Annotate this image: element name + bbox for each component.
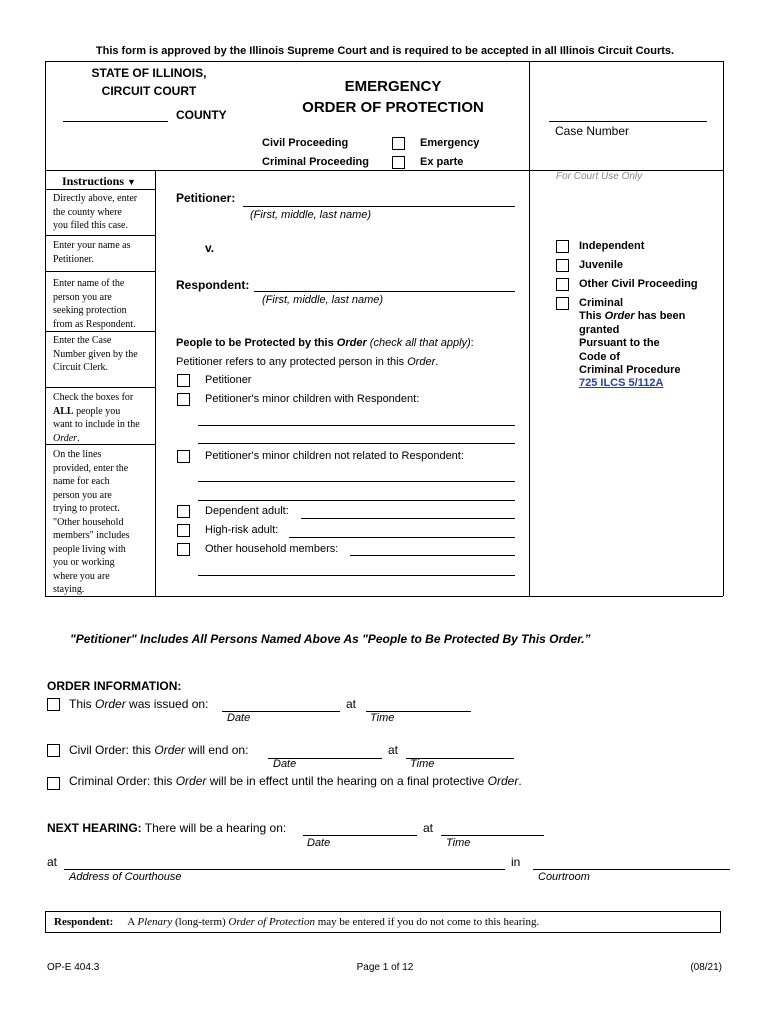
instr-line: the county where (53, 206, 122, 218)
issued-date-hint: Date (227, 712, 251, 724)
protected-heading-a: People to be Protected by this (176, 337, 337, 349)
instr-line: Petitioner. (53, 253, 94, 265)
respondent-hint: (First, middle, last name) (262, 294, 384, 306)
criminal-order-checkbox[interactable] (47, 777, 60, 790)
minor-children-with-respondent-checkbox[interactable] (177, 393, 190, 406)
issued-order: Order (95, 697, 126, 711)
dependent-adult-field[interactable] (301, 518, 515, 519)
instr-line: provided, enter the (53, 462, 129, 474)
instr-divider-6 (45, 444, 155, 445)
instr-line: you filed this case. (53, 220, 128, 231)
petitioner-hint: (First, middle, last name) (250, 209, 372, 221)
petitioner-name-field[interactable] (243, 206, 515, 207)
page-number: Page 1 of 12 (356, 962, 414, 973)
emergency-checkbox[interactable] (392, 137, 405, 150)
title-order-of-protection: ORDER OF PROTECTION (302, 99, 484, 116)
instr-line: Enter your name as (53, 240, 131, 251)
hearing-date-field[interactable] (303, 835, 417, 836)
notice-plenary: Plenary (137, 916, 173, 928)
other-household-field[interactable] (350, 555, 515, 556)
protected-heading-colon: : (470, 337, 474, 349)
divider-instructions (155, 170, 156, 596)
instr-line: name for each (53, 476, 110, 487)
civil-proceeding-label: Civil Proceeding (262, 137, 349, 149)
instruction-respondent (53, 277, 153, 331)
order-granted-line (579, 310, 685, 323)
hearing-time-hint: Time (446, 837, 471, 849)
other-household-label: Other household members: (205, 543, 339, 555)
respondent-name-field[interactable] (254, 291, 515, 292)
protected-heading (176, 337, 474, 349)
other-household-checkbox[interactable] (177, 543, 190, 556)
petitioner-refers-a: Petitioner refers to any protected person in this (176, 356, 408, 368)
courtroom-field[interactable] (533, 869, 730, 870)
criminal-label: Criminal (579, 297, 624, 309)
high-risk-adult-label: High-risk adult: (205, 524, 279, 536)
instr-line: from as Respondent. (53, 318, 136, 330)
minor-children-with-line-2[interactable] (198, 443, 515, 444)
respondent-label: Respondent: (176, 278, 250, 292)
instr-line: Enter name of the (53, 278, 125, 289)
circuit-court-label: CIRCUIT COURT (101, 84, 197, 98)
court-use-only-label: For Court Use Only (556, 171, 643, 182)
minor-children-not-related-line-2[interactable] (198, 500, 515, 501)
instr-divider-2 (45, 235, 155, 236)
ex-parte-checkbox[interactable] (392, 156, 405, 169)
instr-line: "Other household (53, 516, 124, 528)
right-pursuant: Pursuant to the (579, 337, 660, 350)
instr-line: you or working (53, 557, 115, 568)
right-code: Code of (579, 350, 620, 363)
courtroom-hint: Courtroom (538, 871, 590, 883)
instr-line: person you are (53, 489, 112, 501)
issued-on-checkbox[interactable] (47, 698, 60, 711)
minor-children-not-related-line-1[interactable] (198, 481, 515, 482)
title-emergency: EMERGENCY (344, 78, 442, 95)
civil-end-order: Order (154, 743, 186, 757)
respondent-notice-label: Respondent: (54, 916, 114, 928)
instr-line: person you are (53, 291, 112, 303)
instr-line: Enter the Case (53, 335, 112, 346)
notice-c: may be entered if you do not come to this hearing. (314, 916, 540, 928)
minor-children-not-related-label: Petitioner's minor children not related to Respondent: (205, 450, 464, 462)
juvenile-label: Juvenile (579, 259, 624, 271)
criminal-order: Order (175, 774, 207, 788)
right-criminal-procedure: Criminal Procedure (579, 364, 681, 377)
criminal-order-label (69, 774, 522, 788)
instr-line: Number given by the (53, 348, 138, 360)
courtroom-in-label: in (511, 855, 521, 869)
protected-heading-order: Order (336, 337, 367, 349)
next-hearing-label (47, 821, 286, 835)
civil-end-b: will end on: (185, 743, 249, 757)
petitioner-refers-note (176, 356, 438, 368)
instr-divider-1 (45, 189, 155, 190)
issued-a: This (69, 697, 96, 711)
statute-link[interactable]: 725 ILCS 5/112A (579, 377, 664, 390)
instr-rest: people you (76, 405, 121, 417)
versus-label: v. (205, 241, 215, 255)
form-number: OP-E 404.3 (47, 962, 100, 973)
divider-right-column (529, 61, 530, 596)
civil-time-hint: Time (410, 758, 435, 770)
courthouse-address-field[interactable] (64, 869, 505, 870)
civil-at-label: at (388, 743, 399, 757)
approval-note: This form is approved by the Illinois Supreme Court and is required to be accepted in all Illinois Circuit Courts. (95, 45, 675, 57)
case-number-label: Case Number (555, 124, 630, 138)
petitioner-option-label: Petitioner (205, 374, 252, 386)
high-risk-adult-field[interactable] (289, 537, 515, 538)
instr-line: seeking protection (53, 305, 127, 316)
instr-line: Check the boxes for (53, 392, 134, 403)
other-civil-label: Other Civil Proceeding (579, 278, 698, 290)
next-hearing-rest: There will be a hearing on: (141, 821, 287, 835)
instr-line: want to include in the (53, 419, 140, 430)
criminal-proceeding-label: Criminal Proceeding (262, 156, 369, 168)
instr-order: Order (53, 432, 78, 444)
minor-children-with-line-1[interactable] (198, 425, 515, 426)
emergency-label: Emergency (420, 137, 480, 149)
juvenile-checkbox[interactable] (556, 259, 569, 272)
dependent-adult-label: Dependent adult: (205, 505, 289, 517)
instr-line: trying to protect. (53, 503, 120, 514)
notice-oop: Order of Protection (228, 916, 315, 928)
issued-on-label (69, 697, 208, 711)
high-risk-adult-checkbox[interactable] (177, 524, 190, 537)
criminal-b: will be in effect until the hearing on a final protective (206, 774, 488, 788)
instr-dot: . (77, 432, 80, 444)
frame-left (45, 61, 46, 596)
civil-end-a: Civil Order: this (69, 743, 155, 757)
criminal-dot: . (518, 774, 522, 788)
other-household-line-2[interactable] (198, 575, 515, 576)
form-date: (08/21) (690, 962, 722, 973)
instructions-heading-text: Instructions (62, 174, 125, 188)
independent-checkbox[interactable] (556, 240, 569, 253)
instr-line: Directly above, enter (53, 193, 138, 204)
next-hearing-bold: NEXT HEARING: (47, 821, 142, 835)
criminal-checkbox[interactable] (556, 297, 569, 310)
instr-divider-3 (45, 271, 155, 272)
instr-line: people living with (53, 543, 126, 555)
criminal-block (579, 297, 685, 391)
dependent-adult-checkbox[interactable] (177, 505, 190, 518)
right-has-been: has been (634, 310, 686, 323)
civil-order-checkbox[interactable] (47, 744, 60, 757)
chevron-down-icon: ▼ (127, 177, 136, 187)
order-info-heading: ORDER INFORMATION: (47, 679, 182, 693)
instruction-county (53, 192, 153, 233)
instr-line: staying. (53, 584, 85, 595)
notice-b: (long-term) (172, 916, 229, 928)
minor-children-with-respondent-label: Petitioner's minor children with Respondent: (205, 393, 420, 405)
frame-right (723, 61, 724, 596)
ex-parte-label: Ex parte (420, 156, 464, 168)
issued-b: was issued on: (125, 697, 209, 711)
issued-time-hint: Time (370, 712, 395, 724)
other-civil-checkbox[interactable] (556, 278, 569, 291)
county-label: COUNTY (176, 108, 227, 122)
address-courthouse-hint: Address of Courthouse (69, 871, 182, 883)
instructions-heading[interactable] (62, 174, 136, 189)
case-number-field[interactable] (549, 121, 707, 122)
instruction-petitioner (53, 239, 153, 266)
instr-line: members" includes (53, 530, 130, 541)
instruction-check-boxes (53, 391, 153, 445)
instr-divider-4 (45, 331, 155, 332)
right-this: This (579, 310, 605, 323)
instr-line: where you are (53, 570, 110, 582)
civil-order-label (69, 743, 248, 757)
criminal-order2: Order (487, 774, 519, 788)
instr-line: Circuit Clerk. (53, 362, 108, 373)
issued-at-label: at (346, 697, 357, 711)
hearing-date-hint: Date (307, 837, 331, 849)
respondent-notice-box (45, 911, 721, 933)
hearing-at-label: at (423, 821, 434, 835)
notice-a: A (127, 916, 138, 928)
instr-divider-5 (45, 387, 155, 388)
state-label: STATE OF ILLINOIS, (91, 66, 207, 80)
petitioner-refers-order: Order (407, 356, 436, 368)
courthouse-at-label: at (47, 855, 58, 869)
frame-top (45, 61, 723, 62)
instr-all: ALL (53, 405, 74, 417)
petitioner-checkbox[interactable] (177, 374, 190, 387)
petitioner-includes-statement: "Petitioner" Includes All Persons Named Above As "People to Be Protected By This Order.” (70, 632, 591, 646)
right-order: Order (604, 310, 635, 323)
civil-date-hint: Date (273, 758, 297, 770)
county-field[interactable] (63, 121, 168, 122)
petitioner-refers-dot: . (435, 356, 439, 368)
instr-line (53, 432, 153, 446)
hearing-time-field[interactable] (441, 835, 544, 836)
criminal-a: Criminal Order: this (69, 774, 176, 788)
right-granted: granted (579, 323, 620, 336)
instruction-case-number (53, 334, 153, 375)
minor-children-not-related-checkbox[interactable] (177, 450, 190, 463)
protected-heading-b: (check all that apply) (366, 337, 471, 349)
instruction-protected-persons (53, 448, 153, 597)
instr-line (53, 405, 153, 419)
instr-line: On the lines (53, 449, 102, 460)
petitioner-label: Petitioner: (176, 191, 236, 205)
independent-label: Independent (579, 240, 645, 252)
